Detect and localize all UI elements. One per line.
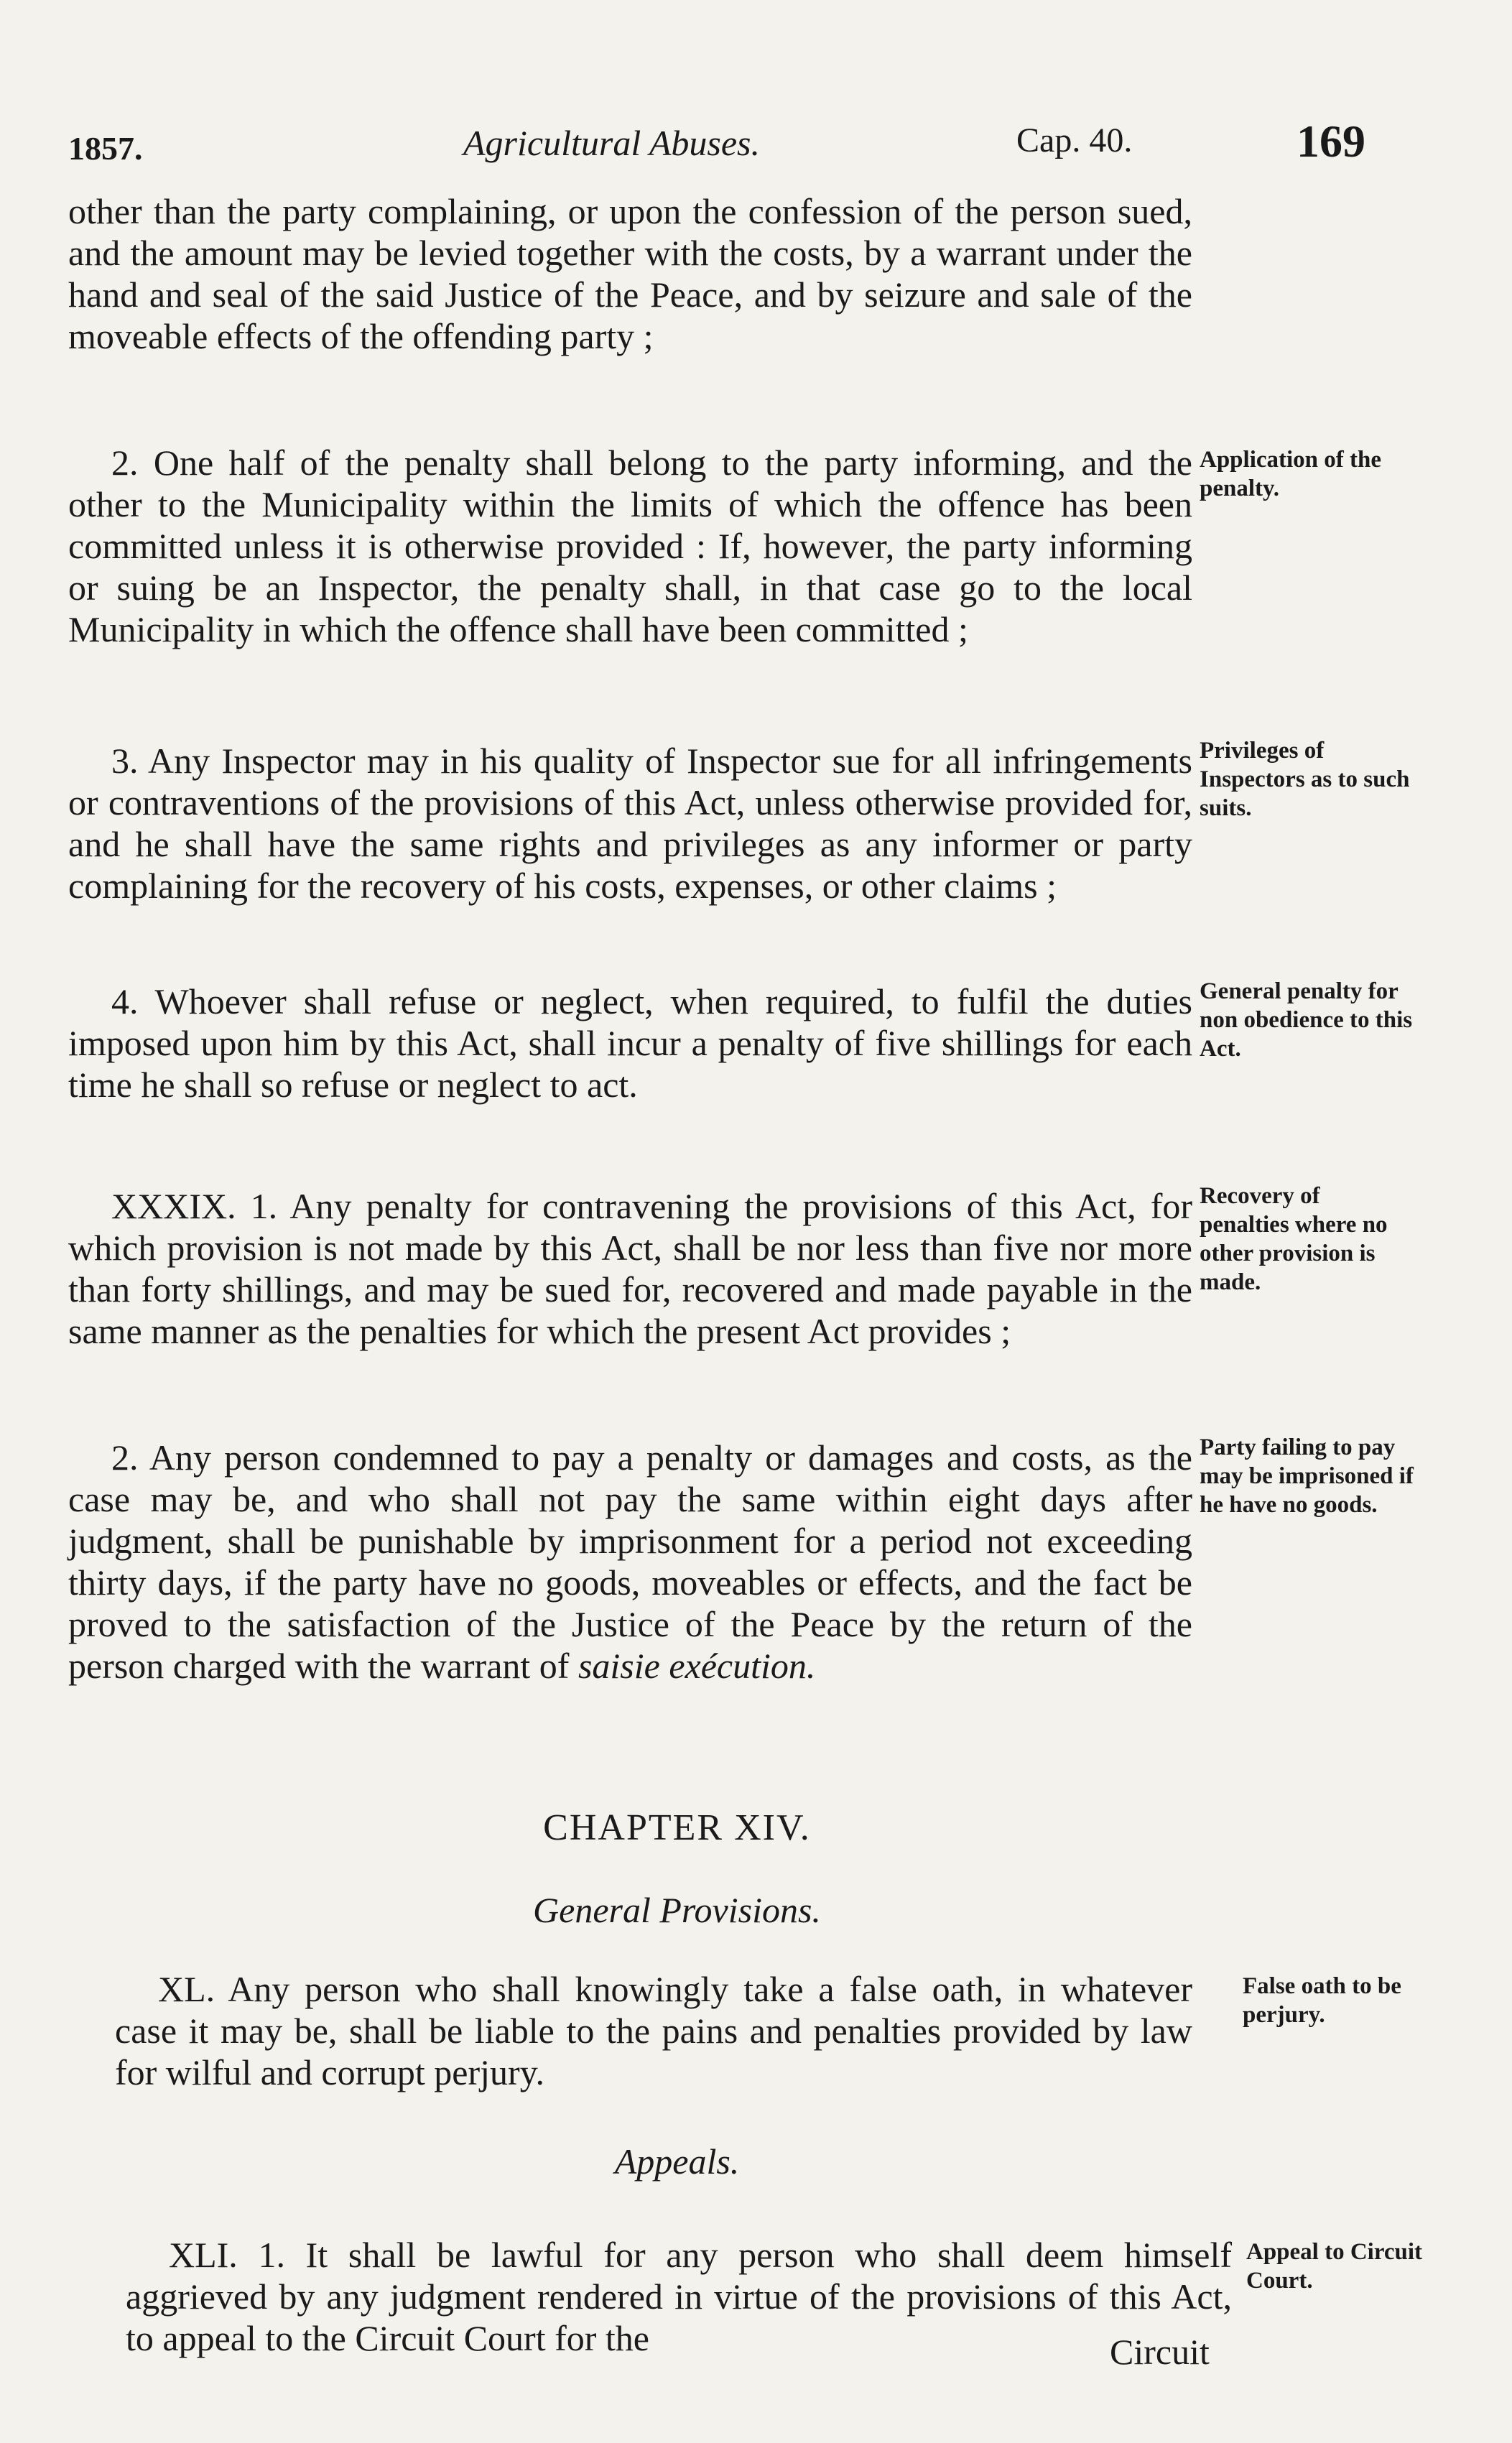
appeals-heading: Appeals. — [614, 2141, 740, 2182]
paragraph-text — [68, 1437, 1192, 1687]
paragraph-continuation — [68, 190, 1192, 357]
paragraph-body: 2. Any person condemned to pay a penalty or damages and costs, as the case may be, and who shall not pay the same within eight days after judgment, shall be punishable by imprisonment for a period not exceeding thirty days, if the party have no goods, moveables or effects, and the fact be proved to the satisfaction of the Justice of the Peace by the return of the person charged with the warrant of — [68, 1437, 1192, 1686]
chapter-title: CHAPTER XIV. — [543, 1807, 811, 1848]
header-chapter: Cap. 40. — [1016, 121, 1133, 159]
paragraph-text: XXXIX. 1. Any penalty for contravening the provisions of this Act, for which provision is not made by this Act, shall be nor less than five nor more than forty shillings, and may be sued for, recovered and made payable in the same manner as the penalties for which the present Act provides ; — [68, 1186, 1192, 1351]
chapter-subtitle: General Provisions. — [533, 1890, 821, 1930]
paragraph-text: 2. One half of the penalty shall belong to the party informing, and the other to the Municipality within the limits of which the offence has been committed unless it is otherwise provided : If, however, the party informing or suing be an Inspector, the penalty shall, in that case go to the local Municipality in which the offence shall have been committed ; — [68, 442, 1192, 649]
page-header — [61, 115, 1411, 172]
page-number: 169 — [1297, 116, 1365, 167]
paragraph-4 — [68, 981, 1192, 1105]
paragraph-xxxix — [68, 1185, 1192, 1352]
section-xl — [115, 1968, 1192, 2093]
paragraph-text: XL. Any person who shall knowingly take a false oath, in whatever case it may be, shall be liable to the pains and penalties provided by law for wilful and corrupt perjury. — [115, 1969, 1192, 2092]
paragraph-text: XLI. 1. It shall be lawful for any person who shall deem himself aggrieved by any judgment rendered in virtue of the provisions of this Act, to appeal to the Circuit Court for the — [126, 2235, 1232, 2358]
paragraph-3 — [68, 740, 1192, 907]
paragraph-xxxix-2 — [68, 1437, 1192, 1687]
margin-note: Party failing to pay may be imprisoned if he have no goods. — [1200, 1434, 1414, 1518]
paragraph-text: 4. Whoever shall refuse or neglect, when required, to fulfil the duties imposed upon him by this Act, shall incur a penalty of five shillings for each time he shall so refuse or neglect to act. — [68, 981, 1192, 1105]
header-title: Agricultural Abuses. — [463, 123, 760, 163]
paragraph-text: 3. Any Inspector may in his quality of Inspector sue for all infringements or contraventions of the provisions of this Act, unless otherwise provided for, and he shall have the same rights and privileges as any informer or party complaining for the recovery of his costs, expenses, or other claims ; — [68, 741, 1192, 906]
italic-phrase: saisie exécution. — [578, 1646, 816, 1686]
margin-note: Application of the penalty. — [1200, 447, 1382, 501]
margin-note: Privileges of Inspectors as to such suits. — [1200, 738, 1410, 821]
margin-note: General penalty for non obedience to this Act. — [1200, 978, 1413, 1062]
paragraph-2 — [68, 442, 1192, 650]
margin-note: False oath to be perjury. — [1243, 1973, 1401, 2028]
margin-note: Appeal to Circuit Court. — [1246, 2239, 1423, 2294]
header-year: 1857. — [68, 130, 143, 167]
margin-note: Recovery of penalties where no other provision is made. — [1200, 1183, 1388, 1295]
paragraph-text: other than the party complaining, or upon the confession of the person sued, and the amount may be levied together with the costs, by a warrant under the hand and seal of the said Justice of the Peace, and by seizure and sale of the moveable effects of the offending party ; — [68, 191, 1192, 356]
catchword: Circuit — [1110, 2332, 1210, 2372]
section-xli — [126, 2234, 1232, 2359]
